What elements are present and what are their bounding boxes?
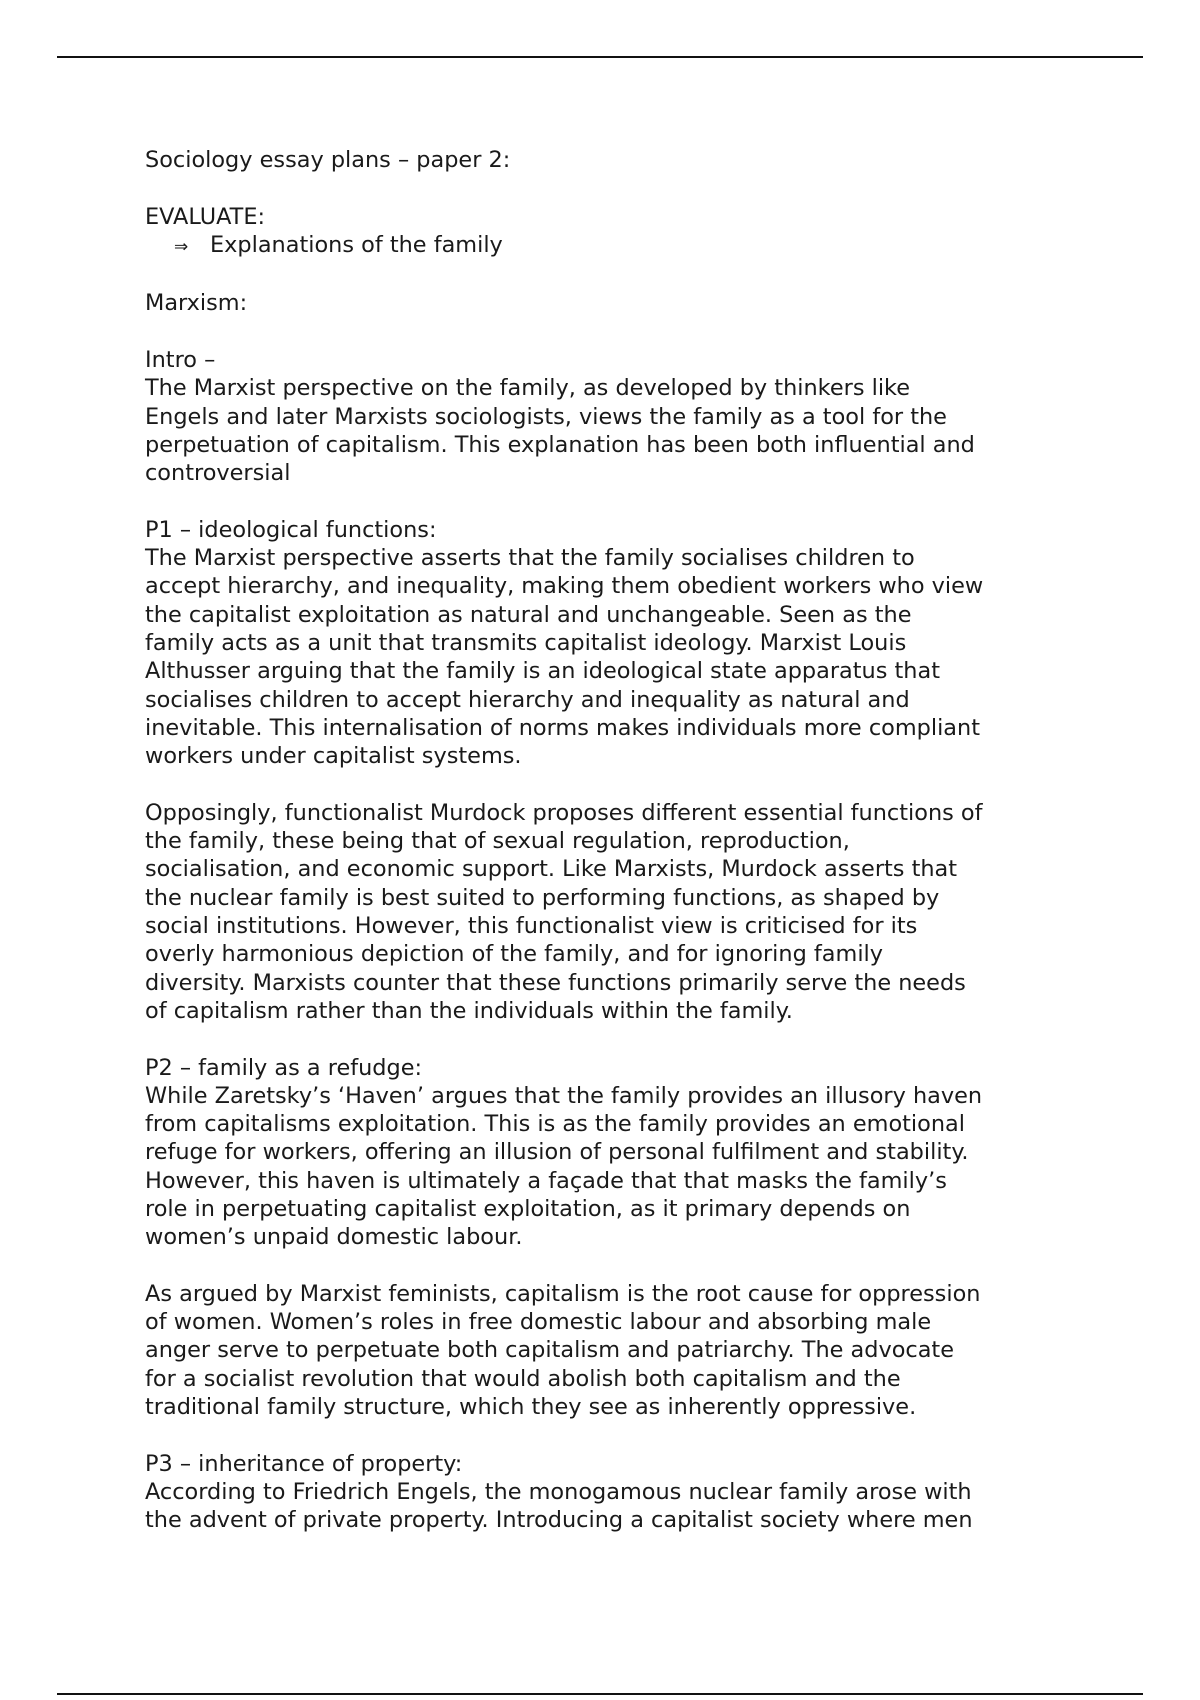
footer-rule: [57, 1693, 1143, 1695]
paragraph-line: diversity. Marxists counter that these functions primarily serve the needs: [145, 969, 966, 996]
paragraph-line: overly harmonious depiction of the family, and for ignoring family: [145, 941, 884, 968]
p2-heading: P2 – family as a refudge:: [145, 1054, 423, 1081]
paragraph-line: the advent of private property. Introducing a capitalist society where men: [145, 1507, 973, 1534]
spacer: [145, 488, 1075, 516]
paragraph-line: women’s unpaid domestic labour.: [145, 1224, 523, 1251]
paragraph-line: inevitable. This internalisation of norms makes individuals more compliant: [145, 714, 980, 741]
paragraph-line: socialisation, and economic support. Like Marxists, Murdock asserts that: [145, 856, 958, 883]
p3-heading: P3 – inheritance of property:: [145, 1450, 463, 1477]
p1-heading: P1 – ideological functions:: [145, 516, 437, 543]
spacer: [145, 1252, 1075, 1280]
paragraph-line: the family, these being that of sexual regulation, reproduction,: [145, 828, 850, 855]
bullet-item: [145, 231, 1075, 261]
spacer: [145, 174, 1075, 202]
spacer: [145, 318, 1075, 346]
paragraph-line: The Marxist perspective asserts that the family socialises children to: [145, 545, 915, 572]
section-heading: Marxism:: [145, 290, 248, 317]
paragraph-line: Engels and later Marxists sociologists, views the family as a tool for the: [145, 403, 947, 430]
header-rule: [57, 56, 1143, 58]
double-arrow-icon: ⇒: [174, 236, 189, 257]
paragraph-line: According to Friedrich Engels, the monogamous nuclear family arose with: [145, 1478, 972, 1505]
spacer: [145, 261, 1075, 289]
document-title: Sociology essay plans – paper 2:: [145, 147, 511, 173]
paragraph-line: social institutions. However, this functionalist view is criticised for its: [145, 913, 918, 940]
paragraph-line: the capitalist exploitation as natural and unchangeable. Seen as the: [145, 601, 912, 628]
paragraph-line: Althusser arguing that the family is an ideological state apparatus that: [145, 658, 940, 685]
bullet-text: Explanations of the family: [210, 231, 503, 258]
paragraph-line: role in perpetuating capitalist exploitation, as it primary depends on: [145, 1195, 911, 1222]
paragraph-line: of women. Women’s roles in free domestic labour and absorbing male: [145, 1309, 932, 1336]
paragraph-line: However, this haven is ultimately a façade that that masks the family’s: [145, 1167, 947, 1194]
paragraph-line: refuge for workers, offering an illusion of personal fulfilment and stability.: [145, 1139, 969, 1166]
spacer: [145, 771, 1075, 799]
paragraph-line: socialises children to accept hierarchy and inequality as natural and: [145, 686, 910, 713]
document-body: [145, 146, 1075, 1535]
paragraph-line: controversial: [145, 460, 291, 487]
paragraph-line: for a socialist revolution that would abolish both capitalism and the: [145, 1365, 901, 1392]
paragraph-line: As argued by Marxist feminists, capitalism is the root cause for oppression: [145, 1280, 981, 1307]
paragraph-line: anger serve to perpetuate both capitalism and patriarchy. The advocate: [145, 1337, 954, 1364]
paragraph-line: from capitalisms exploitation. This is as the family provides an emotional: [145, 1111, 965, 1138]
paragraph-line: accept hierarchy, and inequality, making them obedient workers who view: [145, 573, 984, 600]
paragraph-line: perpetuation of capitalism. This explanation has been both influential and: [145, 431, 975, 458]
paragraph-line: Opposingly, functionalist Murdock proposes different essential functions of: [145, 799, 983, 826]
paragraph-line: the nuclear family is best suited to performing functions, as shaped by: [145, 884, 940, 911]
paragraph-line: traditional family structure, which they see as inherently oppressive.: [145, 1394, 917, 1421]
paragraph-line: The Marxist perspective on the family, as developed by thinkers like: [145, 375, 910, 402]
paragraph-line: family acts as a unit that transmits capitalist ideology. Marxist Louis: [145, 630, 907, 657]
paragraph-line: workers under capitalist systems.: [145, 743, 522, 770]
paragraph-line: of capitalism rather than the individuals within the family.: [145, 997, 793, 1024]
intro-heading: Intro –: [145, 347, 216, 374]
paragraph-line: While Zaretsky’s ‘Haven’ argues that the family provides an illusory haven: [145, 1082, 983, 1109]
instruction-label: EVALUATE:: [145, 203, 266, 230]
spacer: [145, 1421, 1075, 1449]
spacer: [145, 1025, 1075, 1053]
